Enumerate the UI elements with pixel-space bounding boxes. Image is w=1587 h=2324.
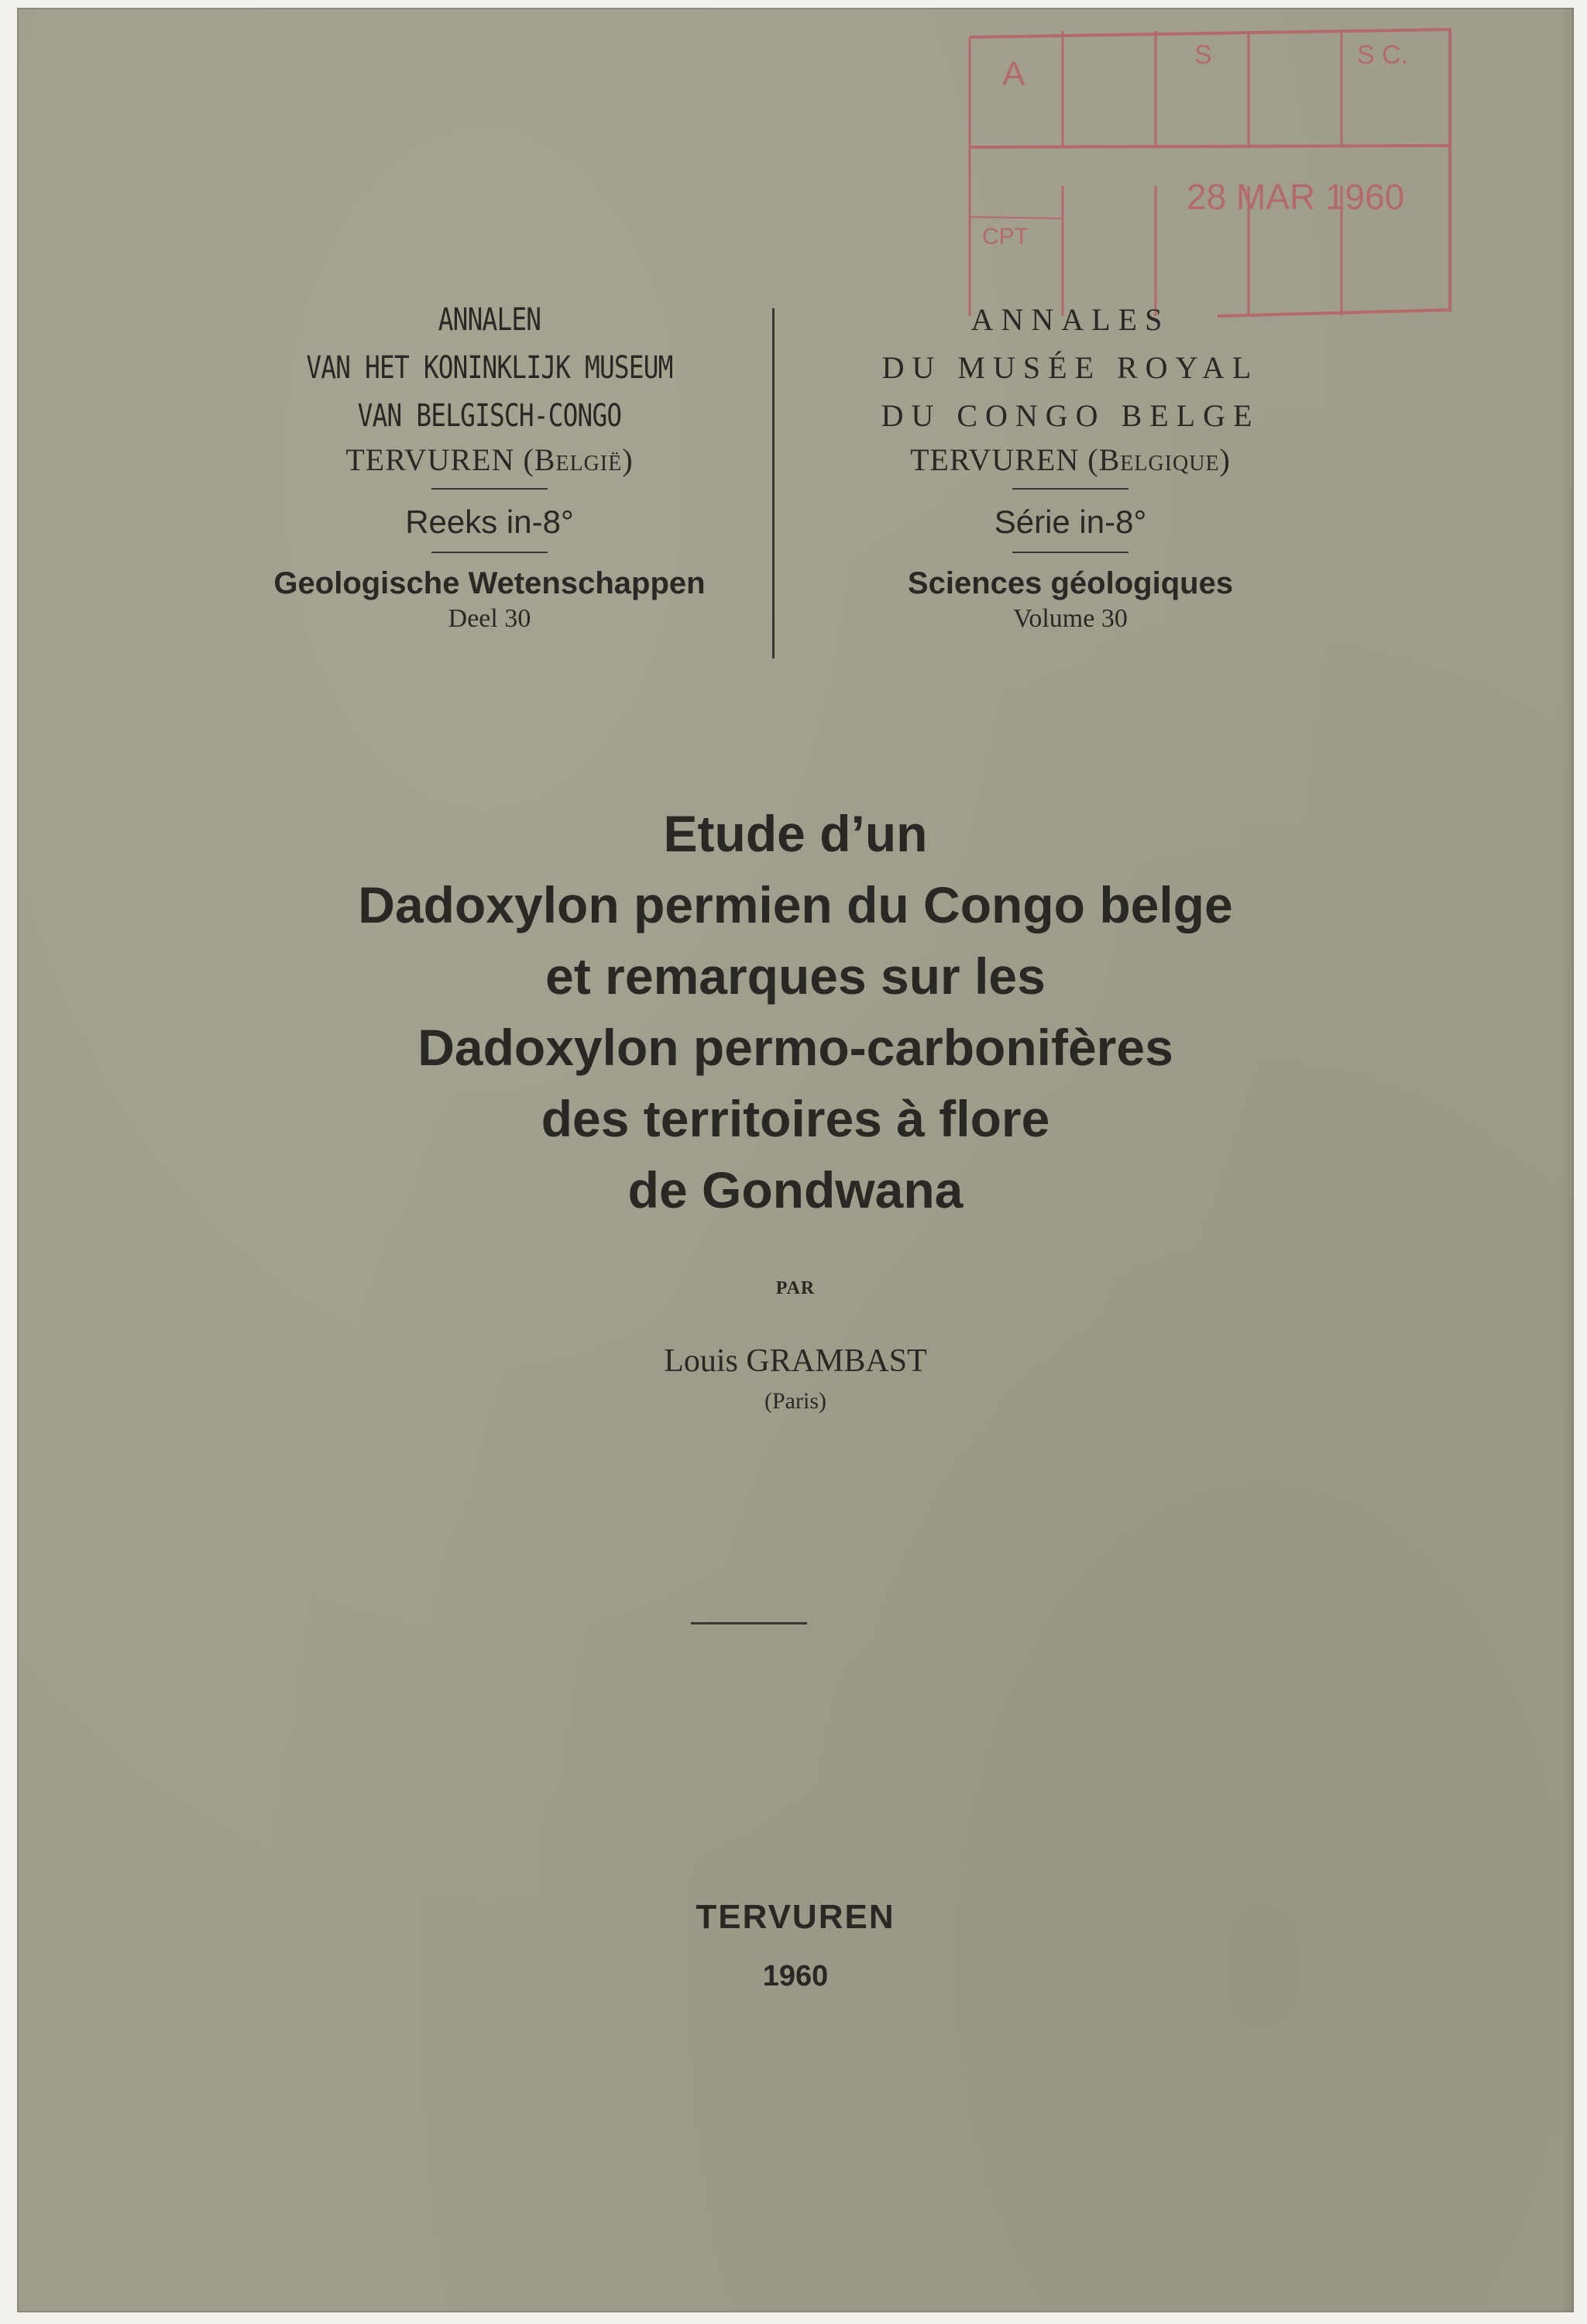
byline-par: PAR xyxy=(775,1278,816,1298)
author-name: Louis GRAMBAST xyxy=(664,1343,927,1379)
series-volume: Volume 30 xyxy=(1013,604,1128,633)
title-line: de Gondwana xyxy=(627,1161,964,1219)
rule xyxy=(1012,552,1128,553)
series-format: Reeks in-8° xyxy=(405,504,574,540)
stamp-cell-s: S xyxy=(1194,40,1212,70)
rule xyxy=(1012,488,1128,490)
title-line: Dadoxylon permo-carbonifères xyxy=(417,1019,1173,1076)
series-name-line3: VAN BELGISCH-CONGO xyxy=(357,398,622,434)
stamp-cell-sc: S C. xyxy=(1357,40,1409,70)
place-country: (België) xyxy=(523,442,634,477)
stamp-cell-a: A xyxy=(1002,55,1025,93)
library-stamp-graphic xyxy=(954,8,1465,318)
series-format: Série in-8° xyxy=(994,504,1147,540)
title-line: Dadoxylon permien du Congo belge xyxy=(358,876,1233,933)
rule xyxy=(431,552,548,553)
imprint-city: TERVUREN xyxy=(696,1898,895,1936)
header-column-dutch xyxy=(211,296,768,635)
stamp-cell-cpt: CPT xyxy=(982,224,1029,249)
title-line: et remarques sur les xyxy=(545,947,1046,1005)
stamp-date: 28 MAR 1960 xyxy=(1187,177,1405,217)
series-name-line2: VAN HET KONINKLIJK MUSEUM xyxy=(306,350,673,386)
column-divider xyxy=(772,308,775,658)
imprint-year: 1960 xyxy=(762,1960,829,1992)
place-country: (Belgique) xyxy=(1087,442,1231,477)
title-line: des territoires à flore xyxy=(541,1090,1050,1147)
title-line: Etude d’un xyxy=(663,805,928,862)
series-section: Sciences géologiques xyxy=(907,566,1234,600)
header-column-french xyxy=(815,296,1326,635)
book-cover xyxy=(17,8,1574,2312)
place-city: TERVUREN xyxy=(910,442,1080,477)
series-name-line2: DU MUSÉE ROYAL xyxy=(881,350,1259,385)
place-city: TERVUREN xyxy=(345,442,515,477)
library-stamp xyxy=(954,8,1465,318)
separator-rule xyxy=(691,1622,807,1624)
publisher-place xyxy=(815,440,1326,480)
publisher-place xyxy=(211,440,768,480)
rule xyxy=(431,488,548,490)
series-name-line1: ANNALEN xyxy=(438,302,541,338)
series-volume: Deel 30 xyxy=(448,604,531,633)
series-section: Geologische Wetenschappen xyxy=(273,566,706,600)
book-title xyxy=(17,798,1574,1226)
series-name-line3: DU CONGO BELGE xyxy=(881,398,1260,433)
author-affiliation: (Paris) xyxy=(764,1388,826,1414)
series-name-line1: ANNALES xyxy=(970,302,1170,337)
